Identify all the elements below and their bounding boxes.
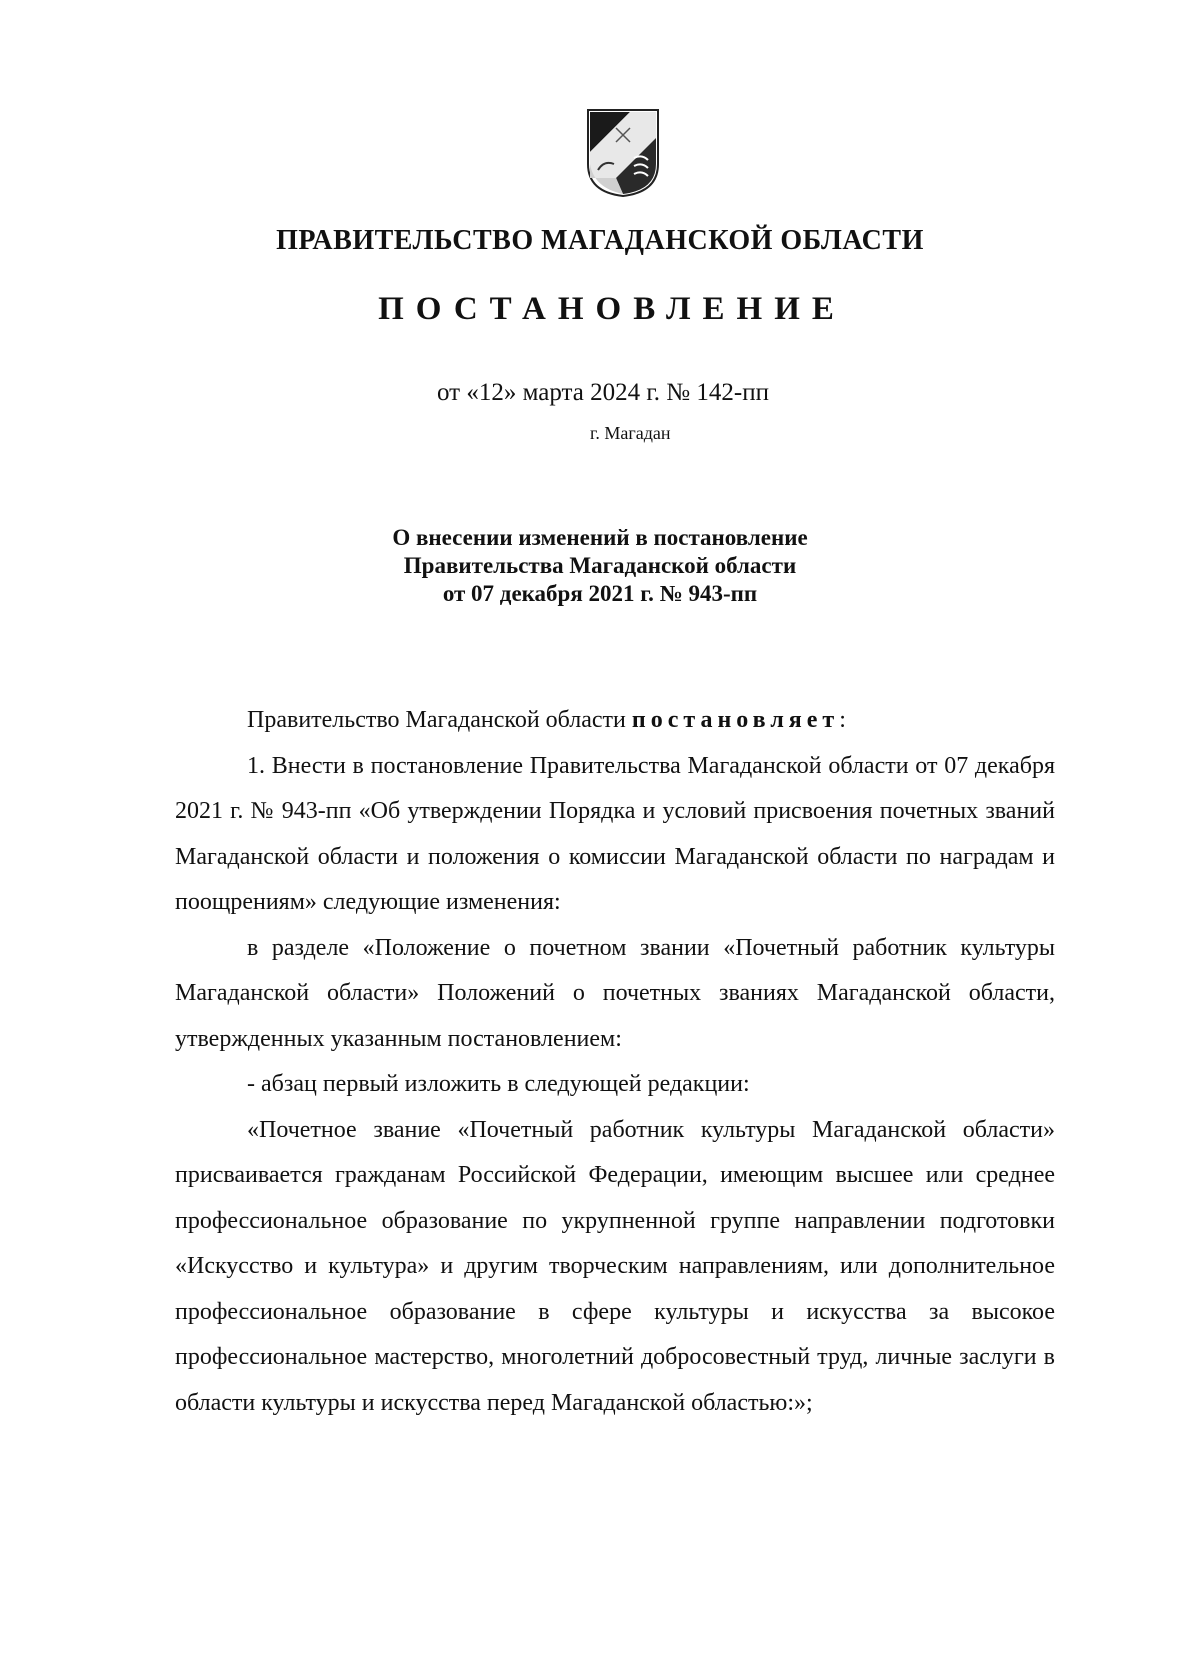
- document-title-line: О внесении изменений в постановление: [392, 525, 808, 550]
- body-paragraph-3: - абзац первый изложить в следующей редакции:: [247, 1071, 750, 1097]
- document-type: ПОСТАНОВЛЕНИЕ: [378, 291, 846, 327]
- preamble-paragraph: [175, 698, 1055, 744]
- body-paragraph-4: «Почетное звание «Почетный работник культуры Магаданской области» присваивается гражданам Российской Федерации, имеющим высшее или среднее профессиональное образование по укрупненной группе направлении подготовки «Искусство и культура» и другим творческим направлениям, или дополнительное профессиональное образование в сфере культуры и искусства за высокое профессиональное мастерство, многолетний добросовестный труд, личные заслуги в области культуры и искусства перед Магаданской областью:»;: [175, 1116, 1055, 1416]
- document-title-line: от 07 декабря 2021 г. № 943-пп: [442, 581, 758, 606]
- body-paragraph-1: 1. Внести в постановление Правительства Магаданской области от 07 декабря 2021 г. № 943-пп «Об утверждении Порядка и условий присвоения почетных званий Магаданской области и положения о комиссии Магаданской области по наградам и поощрениям» следующие изменения:: [175, 752, 1055, 915]
- document-body: [175, 698, 1055, 1426]
- body-paragraph-2: в разделе «Положение о почетном звании «Почетный работник культуры Магаданской области» Положений о почетных званиях Магаданской области, утвержденных указанным постановлением:: [175, 934, 1055, 1052]
- document-date-number: от «12» марта 2024 г. № 142-пп: [437, 379, 769, 406]
- magadan-coat-of-arms-icon: [586, 108, 660, 198]
- preamble-text: Правительство Магаданской области: [247, 707, 632, 733]
- preamble-colon: :: [839, 707, 846, 733]
- preamble-decree-word: постановляет: [631, 707, 840, 733]
- document-city: г. Магадан: [590, 423, 671, 443]
- organization-name: ПРАВИТЕЛЬСТВО МАГАДАНСКОЙ ОБЛАСТИ: [276, 225, 924, 256]
- document-title-line: Правительства Магаданской области: [403, 553, 797, 578]
- document-title: [0, 524, 1200, 608]
